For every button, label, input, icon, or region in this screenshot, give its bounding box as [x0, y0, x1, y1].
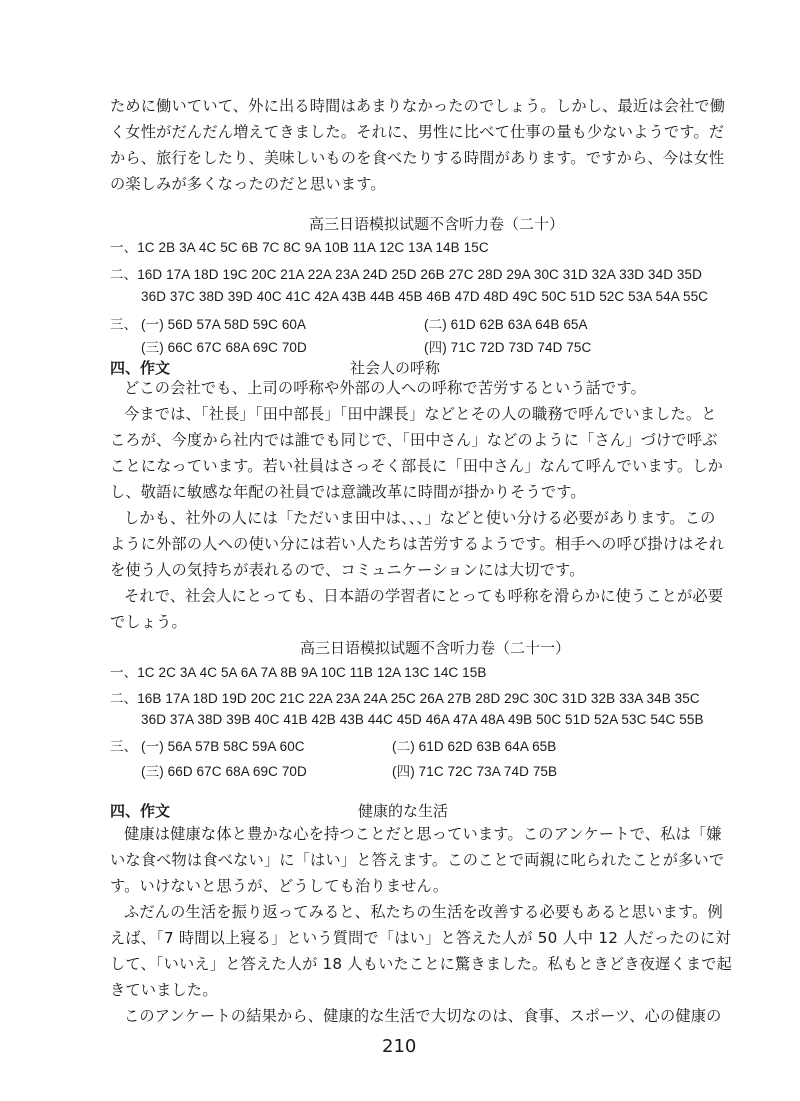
text-line: して、「いいえ」と答えた人が 18 人もいたことに驚きました。私もときどき夜遅くまで起: [110, 955, 732, 973]
page-number: 210: [382, 1036, 417, 1057]
text-line: く女性がだんだん増えてきました。それに、男性に比べて仕事の量も少ないようです。だ: [110, 123, 725, 141]
text-line: えば、「7 時間以上寝る」という質問で「はい」と答えた人が 50 人中 12 人だったのに対: [110, 929, 731, 947]
text-line: から、旅行をしたり、美味しいものを食べたりする時間があります。ですから、今は女性: [110, 149, 725, 167]
text-line: の楽しみが多くなったのだと思います。: [110, 175, 386, 193]
text-line: ために働いていて、外に出る時間はあまりなかったのでしょう。しかし、最近は会社で働: [110, 97, 726, 115]
text-line: を使う人の気持ちが表れるので、コミュニケーションには大切です。: [110, 561, 585, 579]
answers-part3-2-20: (二) 61D 62B 63A 64B 65A: [424, 317, 588, 332]
text-line: でしょう。: [110, 613, 187, 631]
text-line: きていました。: [110, 981, 218, 999]
answers-part3-3-21: (三) 66D 67C 68A 69C 70D: [141, 764, 307, 779]
answers-part3-4-21: (四) 71C 72C 73A 74D 75B: [392, 764, 558, 779]
text-line: それで、社会人にとっても、日本語の学習者にとっても呼称を滑らかに使うことが必要: [124, 587, 724, 605]
answers-part3-1-21: (一) 56A 57B 58C 59A 60C: [141, 739, 305, 754]
section-title-20: 高三日语模拟试题不含听力卷（二十）: [309, 215, 565, 233]
text-line: ふだんの生活を振り返ってみると、私たちの生活を改善する必要もあると思います。例: [124, 903, 723, 921]
answers-part3-2-21: (二) 61D 62D 63B 64A 65B: [392, 739, 557, 754]
text-line: し、敬語に敏感な年配の社員では意識改革に時間が掛かりそうです。: [110, 483, 586, 501]
text-line: しかも、社外の人には「ただいま田中は、、、」などと使い分ける必要があります。この: [124, 509, 716, 527]
text-line: このアンケートの結果から、健康的な生活で大切なのは、食事、スポーツ、心の健康の: [124, 1007, 722, 1025]
answers-part1-21: 一、1C 2C 3A 4C 5A 6A 7A 8B 9A 10C 11B 12A 13C 14C 15B: [110, 665, 487, 680]
answers-part3-label-21: 三、: [110, 739, 138, 754]
section-title-21: 高三日语模拟试题不含听力卷（二十一）: [300, 639, 571, 657]
answers-part2-line2-21: 36D 37A 38D 39B 40C 41B 42B 43B 44C 45D 46A 47A 48A 49B 50C 51D 52A 53C 54C 55B: [141, 712, 704, 727]
text-line: ことになっています。若い社員はさっそく部長に「田中さん」なんて呼んでいます。しか: [110, 457, 724, 475]
essay-title-20: 社会人の呼称: [350, 359, 441, 377]
text-line: す。いけないと思うが、どうしても治りません。: [110, 877, 449, 895]
answers-part1-20: 一、1C 2B 3A 4C 5C 6B 7C 8C 9A 10B 11A 12C 13A 14B 15C: [110, 240, 489, 255]
text-line: いな食べ物は食べない」に「はい」と答えます。このことで両親に叱られたことが多いで: [110, 851, 725, 869]
answers-part2-line1-21: 二、16B 17A 18D 19D 20C 21C 22A 23A 24A 25C 26A 27B 28D 29C 30C 31D 32B 33A 34B 35C: [110, 691, 700, 706]
text-line: ように外部の人への使い分には若い人たちは苦労するようです。相手への呼び掛けはそれ: [110, 535, 725, 553]
answers-part2-line2-20: 36D 37C 38D 39D 40C 41C 42A 43B 44B 45B 46B 47D 48D 49C 50C 51D 52C 53A 54A 55C: [141, 289, 709, 304]
answers-part2-line1-20: 二、16D 17A 18D 19C 20C 21A 22A 23A 24D 25D 26B 27C 28D 29A 30C 31D 32A 33D 34D 35D: [110, 267, 702, 282]
answers-part3-3-20: (三) 66C 67C 68A 69C 70D: [141, 340, 307, 355]
text-line: どこの会社でも、上司の呼称や外部の人への呼称で苦労するという話です。: [124, 379, 646, 397]
essay-title-21: 健康的な生活: [358, 802, 449, 820]
answers-part3-label-20: 三、: [110, 317, 138, 332]
essay-20: [110, 375, 742, 635]
text-line: 今までは、「社長」「田中部長」「田中課長」などとその人の職務で呼んでいました。と: [124, 405, 717, 423]
answers-part3-4-20: (四) 71C 72D 73D 74D 75C: [424, 340, 592, 355]
part4-label-20: 四、作文: [110, 359, 171, 377]
intro-paragraph: [110, 93, 742, 197]
text-line: 健康は健康な体と豊かな心を持つことだと思っています。このアンケートで、私は「嫌: [124, 825, 722, 843]
part4-label-21: 四、作文: [110, 802, 171, 820]
essay-21: [110, 821, 742, 1029]
answers-part3-1-20: (一) 56D 57A 58D 59C 60A: [141, 317, 307, 332]
text-line: ころが、今度から社内では誰でも同じで、「田中さん」などのように「さん」づけで呼ぶ: [110, 431, 718, 449]
